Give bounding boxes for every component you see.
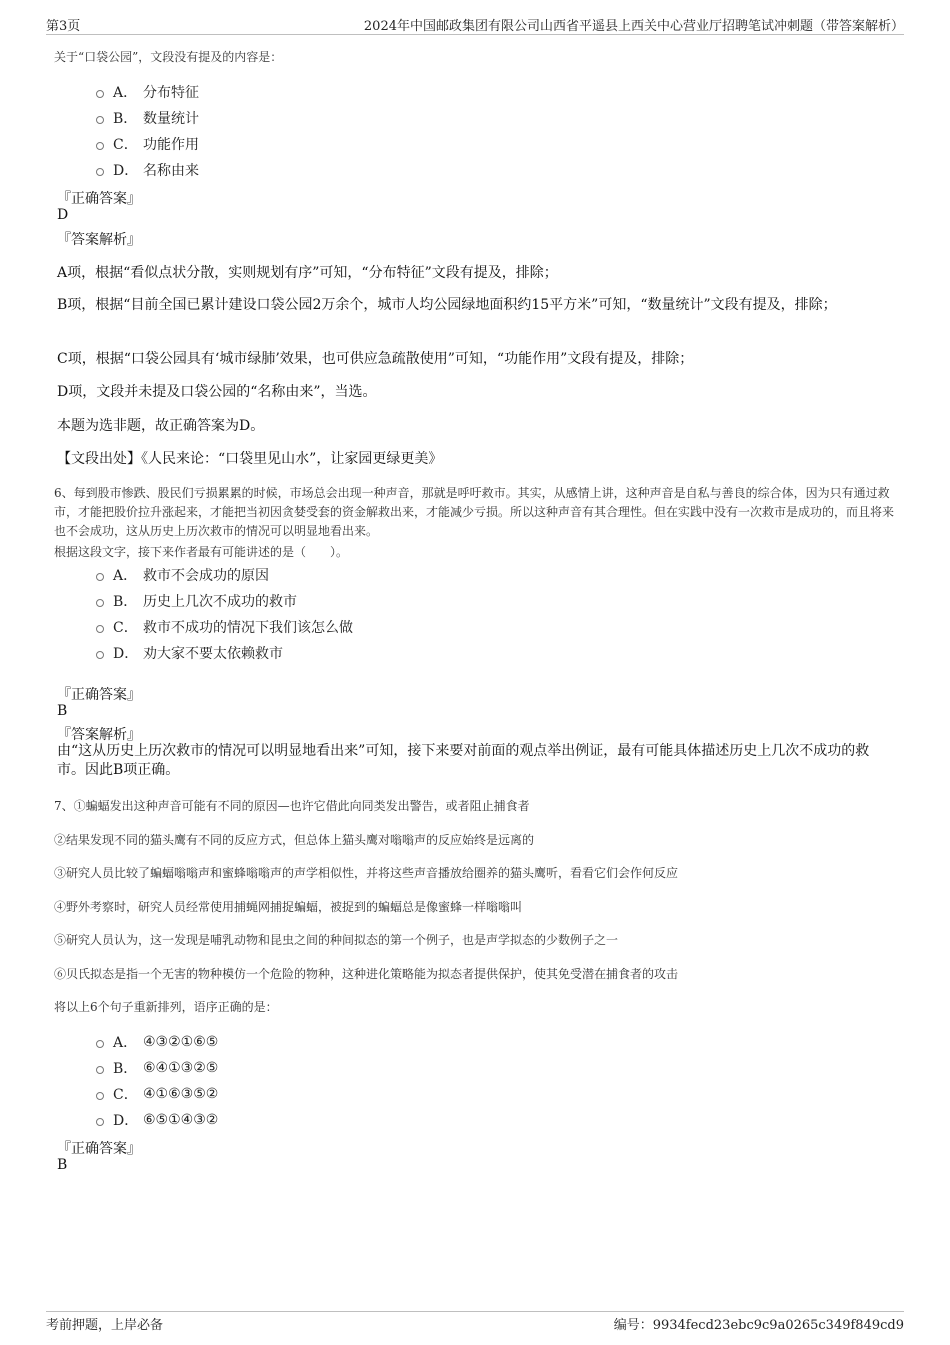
option-text: 名称由来 [143,163,199,179]
q5-option-b[interactable] [96,108,199,128]
q7-option-b[interactable] [96,1058,218,1078]
q6-option-d[interactable] [96,643,283,663]
option-text: 历史上几次不成功的救市 [143,594,297,610]
radio-icon[interactable] [96,1092,104,1100]
q6-stem: 6、每到股市惨跌、股民们亏损累累的时候，市场总会出现一种声音，那就是呼吁救市。其实，从感情上讲，这种声音是自私与善良的综合体，因为只有通过救市，才能把股价拉升涨起来，才能把当初因贪婪受套的资金解救出来，才能减少亏损。所以这种声音有其合理性。但在实践中没有一次救市是成功的，而且将来也不会成功，这从历史上历次救市的情况可以明显地看出来。 [54,486,895,538]
radio-icon[interactable] [96,625,104,633]
option-letter: C． [113,1087,138,1103]
q5-answer-label: 『正确答案』 [57,191,141,207]
q7-answer-label: 『正确答案』 [57,1141,141,1157]
q5-option-d[interactable] [96,160,199,180]
q7-sentence-2: ②结果发现不同的猫头鹰有不同的反应方式，但总体上猫头鹰对嗡嗡声的反应始终是远离的 [54,833,535,847]
q6-answer-label: 『正确答案』 [57,687,141,703]
radio-icon[interactable] [96,90,104,98]
option-text: ④①⑥③⑤② [143,1086,219,1102]
option-letter: A． [113,568,138,584]
option-text: 分布特征 [143,85,199,101]
q7-sentence-5: ⑤研究人员认为，这一发现是哺乳动物和昆虫之间的种间拟态的第一个例子，也是声学拟态的少数例子之一 [54,933,619,947]
option-text: ⑥④①③②⑤ [143,1060,219,1076]
radio-icon[interactable] [96,599,104,607]
radio-icon[interactable] [96,1118,104,1126]
q5-analysis-c: C项，根据“口袋公园具有‘城市绿肺’效果，也可供应急疏散使用”可知，“功能作用”文段有提及，排除； [57,351,694,367]
option-letter: D． [113,163,139,179]
q5-analysis-conclusion: 本题为选非题，故正确答案为D。 [57,418,265,434]
option-letter: B． [113,111,138,127]
radio-icon[interactable] [96,116,104,124]
q5-answer: D [57,207,69,223]
q6-option-b[interactable] [96,591,297,611]
footer-slogan: 考前押题，上岸必备 [46,1318,164,1333]
q7-sentence-1: 7、①蝙蝠发出这种声音可能有不同的原因—也许它借此向同类发出警告，或者阻止捕食者 [54,799,530,813]
option-letter: A． [113,1035,138,1051]
q5-option-c[interactable] [96,134,199,154]
q6-answer: B [57,703,68,719]
q7-sentence-3: ③研究人员比较了蝙蝠嗡嗡声和蜜蜂嗡嗡声的声学相似性，并将这些声音播放给圈养的猫头鹰听，看看它们会作何反应 [54,866,679,880]
radio-icon[interactable] [96,573,104,581]
q6-option-a[interactable] [96,565,269,585]
option-letter: C． [113,620,138,636]
option-text: 救市不会成功的原因 [143,568,269,584]
q5-stem: 关于“口袋公园”，文段没有提及的内容是： [54,50,283,64]
q7-ask: 将以上6个句子重新排列，语序正确的是： [54,1000,278,1014]
q5-analysis-label: 『答案解析』 [57,232,141,248]
option-text: 功能作用 [143,137,199,153]
q5-option-a[interactable] [96,82,199,102]
radio-icon[interactable] [96,142,104,150]
footer-divider [46,1311,904,1312]
radio-icon[interactable] [96,651,104,659]
q5-source: 【文段出处】《人民来论：“口袋里见山水”，让家园更绿更美》 [57,451,443,467]
option-text: 数量统计 [143,111,199,127]
option-text: ④③②①⑥⑤ [143,1034,219,1050]
document-title: 2024年中国邮政集团有限公司山西省平遥县上西关中心营业厅招聘笔试冲刺题（带答案解析） [363,19,904,34]
q6-ask: 根据这段文字，接下来作者最有可能讲述的是（ ）。 [54,545,349,559]
radio-icon[interactable] [96,1066,104,1074]
q5-analysis-a: A项，根据“看似点状分散，实则规划有序”可知，“分布特征”文段有提及，排除； [57,265,558,281]
option-letter: D． [113,1113,139,1129]
footer-serial: 编号：9934fecd23ebc9c9a0265c349f849cd9 [613,1318,904,1333]
q7-answer: B [57,1157,68,1173]
q6-analysis: 由“这从历史上历次救市的情况可以明显地看出来”可知，接下来要对前面的观点举出例证，最有可能具体描述历史上几次不成功的救市。因此B项正确。 [57,743,870,778]
q5-analysis-d: D项，文段并未提及口袋公园的“名称由来”，当选。 [57,384,377,400]
option-text: 劝大家不要太依赖救市 [143,646,283,662]
option-letter: C． [113,137,138,153]
option-letter: D． [113,646,139,662]
q6-option-c[interactable] [96,617,353,637]
page-number: 第3页 [46,19,81,34]
option-letter: B． [113,1061,138,1077]
q5-analysis-b: B项，根据“目前全国已累计建设口袋公园2万余个，城市人均公园绿地面积约15平方米”可知，“数量统计”文段有提及，排除； [57,297,837,313]
header-divider [46,34,904,35]
option-text: 救市不成功的情况下我们该怎么做 [143,620,353,636]
q7-option-c[interactable] [96,1084,218,1104]
q7-sentence-4: ④野外考察时，研究人员经常使用捕蝇网捕捉蝙蝠，被捉到的蝙蝠总是像蜜蜂一样嗡嗡叫 [54,900,523,914]
q6-analysis-label: 『答案解析』 [57,727,141,743]
option-letter: B． [113,594,138,610]
radio-icon[interactable] [96,1040,104,1048]
q7-sentence-6: ⑥贝氏拟态是指一个无害的物种模仿一个危险的物种，这种进化策略能为拟态者提供保护，使其免受潜在捕食者的攻击 [54,967,679,981]
option-text: ⑥⑤①④③② [143,1112,219,1128]
q7-option-a[interactable] [96,1032,218,1052]
option-letter: A． [113,85,138,101]
radio-icon[interactable] [96,168,104,176]
q7-option-d[interactable] [96,1110,218,1130]
